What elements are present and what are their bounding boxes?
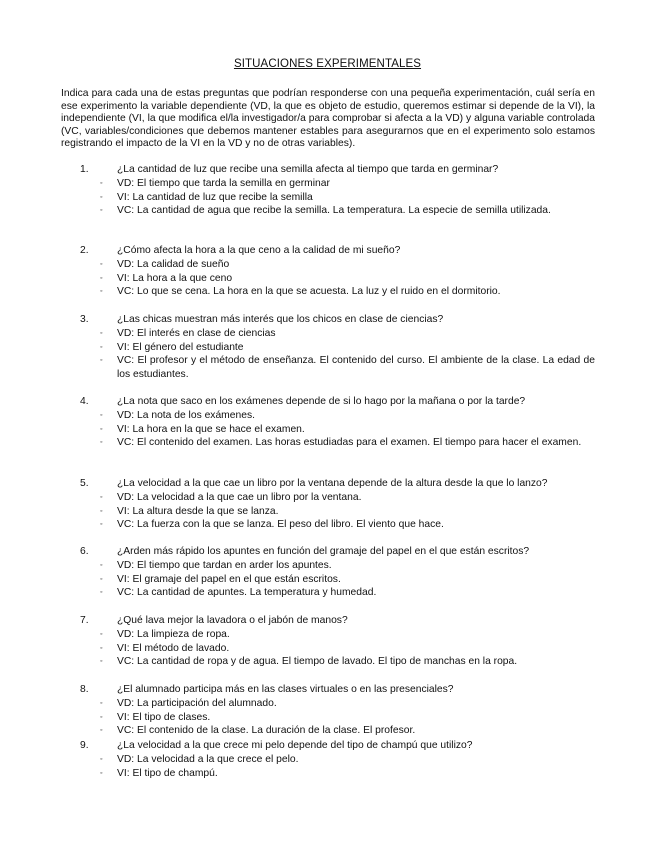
bullet: ◦ — [100, 658, 103, 665]
dependent-variable: VD: La velocidad a la que crece el pelo. — [117, 754, 299, 765]
bullet: ◦ — [100, 575, 103, 583]
dependent-variable: VD: La calidad de sueño — [117, 259, 230, 270]
independent-variable: VI: El género del estudiante — [117, 341, 244, 353]
bullet: ◦ — [100, 589, 103, 596]
dependent-variable: VD: La limpieza de ropa. — [117, 629, 230, 640]
controlled-variables: VC: El contenido de la clase. La duración de la clase. El profesor. — [117, 725, 416, 736]
question-item — [0, 477, 655, 532]
question-item — [0, 739, 655, 780]
question-number: 7. — [80, 615, 89, 626]
question-text: ¿La velocidad a la que crece mi pelo depende del tipo de champú que utilizo? — [117, 740, 473, 751]
question-number: 5. — [80, 478, 89, 489]
controlled-variables: VC: El profesor y el método de enseñanza. El contenido del curso. El ambiente de la clase. La edad de los estudiantes. — [117, 355, 595, 380]
bullet: ◦ — [100, 288, 103, 295]
question-item — [0, 395, 655, 450]
question-text: ¿La cantidad de luz que recibe una semilla afecta al tiempo que tarda en germinar? — [117, 164, 499, 175]
question-item — [0, 545, 655, 600]
bullet: ◦ — [100, 507, 103, 515]
question-item — [0, 614, 655, 669]
page-title: SITUACIONES EXPERIMENTALES — [233, 58, 422, 70]
controlled-variables: VC: La cantidad de apuntes. La temperatura y humedad. — [117, 587, 377, 598]
dependent-variable: VD: El tiempo que tarda la semilla en germinar — [117, 178, 330, 189]
bullet: ◦ — [100, 521, 103, 528]
bullet: ◦ — [100, 357, 103, 364]
independent-variable: VI: La cantidad de luz que recibe la semilla — [117, 191, 313, 203]
question-text: ¿Las chicas muestran más interés que los chicos en clase de ciencias? — [117, 314, 444, 325]
bullet: ◦ — [100, 343, 103, 351]
question-text: ¿El alumnado participa más en las clases virtuales o en las presenciales? — [117, 684, 454, 695]
dependent-variable: VD: La participación del alumnado. — [117, 698, 277, 709]
question-item — [0, 244, 655, 299]
independent-variable: VI: La hora en la que se hace el examen. — [117, 423, 305, 435]
question-number: 3. — [80, 314, 89, 325]
bullet: ◦ — [100, 713, 103, 721]
controlled-variables: VC: Lo que se cena. La hora en la que se acuesta. La luz y el ruido en el dormitorio. — [117, 286, 501, 297]
controlled-variables: VC: El contenido del examen. Las horas estudiadas para el examen. El tiempo para hacer el examen. — [117, 437, 582, 448]
question-item — [0, 313, 655, 381]
bullet: ◦ — [100, 494, 103, 501]
bullet: ◦ — [100, 769, 103, 777]
independent-variable: VI: La hora a la que ceno — [117, 272, 233, 284]
bullet: ◦ — [100, 193, 103, 201]
bullet: ◦ — [100, 261, 103, 268]
question-item — [0, 683, 655, 738]
bullet: ◦ — [100, 727, 103, 734]
bullet: ◦ — [100, 562, 103, 569]
question-number: 1. — [80, 164, 89, 175]
question-number: 9. — [80, 740, 89, 751]
independent-variable: VI: El tipo de champú. — [117, 767, 218, 779]
controlled-variables: VC: La cantidad de ropa y de agua. El tiempo de lavado. El tipo de manchas en la ropa. — [117, 656, 518, 667]
question-text: ¿La velocidad a la que cae un libro por la ventana depende de la altura desde la que lo lanzo? — [117, 478, 548, 489]
controlled-variables: VC: La fuerza con la que se lanza. El peso del libro. El viento que hace. — [117, 519, 444, 530]
question-text: ¿La nota que saco en los exámenes depende de si lo hago por la mañana o por la tarde? — [117, 396, 526, 407]
bullet: ◦ — [100, 207, 103, 214]
question-number: 2. — [80, 245, 89, 256]
bullet: ◦ — [100, 756, 103, 763]
question-number: 6. — [80, 546, 89, 557]
controlled-variables: VC: La cantidad de agua que recibe la semilla. La temperatura. La especie de semilla utilizada. — [117, 205, 551, 216]
dependent-variable: VD: La velocidad a la que cae un libro por la ventana. — [117, 492, 362, 503]
question-text: ¿Cómo afecta la hora a la que ceno a la calidad de mi sueño? — [117, 245, 401, 256]
independent-variable: VI: El tipo de clases. — [117, 711, 211, 723]
question-item — [0, 163, 655, 218]
dependent-variable: VD: El interés en clase de ciencias — [117, 328, 276, 339]
question-number: 4. — [80, 396, 89, 407]
bullet: ◦ — [100, 700, 103, 707]
bullet: ◦ — [100, 180, 103, 187]
intro-paragraph: Indica para cada una de estas preguntas que podrían responderse con una pequeña experimentación, cuál sería en ese experimento la variable dependiente (VD, la que es objeto de estudio, queremos estimar si depende de la VI), la independiente (VI, la que modifica el/la investigador/a para comprobar si afecta a la VD) y alguna variable controlada (VC, variables/condiciones que debemos mantener estables para asegurarnos que en el experimento solo estamos registrando el impacto de la VI en la VD y no de otras variables). — [61, 88, 595, 150]
bullet: ◦ — [100, 644, 103, 652]
independent-variable: VI: La altura desde la que se lanza. — [117, 505, 279, 517]
dependent-variable: VD: El tiempo que tardan en arder los apuntes. — [117, 560, 332, 571]
bullet: ◦ — [100, 439, 103, 446]
independent-variable: VI: El gramaje del papel en el que están escritos. — [117, 573, 341, 585]
bullet: ◦ — [100, 274, 103, 282]
bullet: ◦ — [100, 425, 103, 433]
independent-variable: VI: El método de lavado. — [117, 642, 230, 654]
bullet: ◦ — [100, 412, 103, 419]
question-text: ¿Qué lava mejor la lavadora o el jabón de manos? — [117, 615, 348, 626]
question-number: 8. — [80, 684, 89, 695]
question-text: ¿Arden más rápido los apuntes en función del gramaje del papel en el que están escritos? — [117, 546, 530, 557]
dependent-variable: VD: La nota de los exámenes. — [117, 410, 255, 421]
bullet: ◦ — [100, 330, 103, 337]
bullet: ◦ — [100, 631, 103, 638]
